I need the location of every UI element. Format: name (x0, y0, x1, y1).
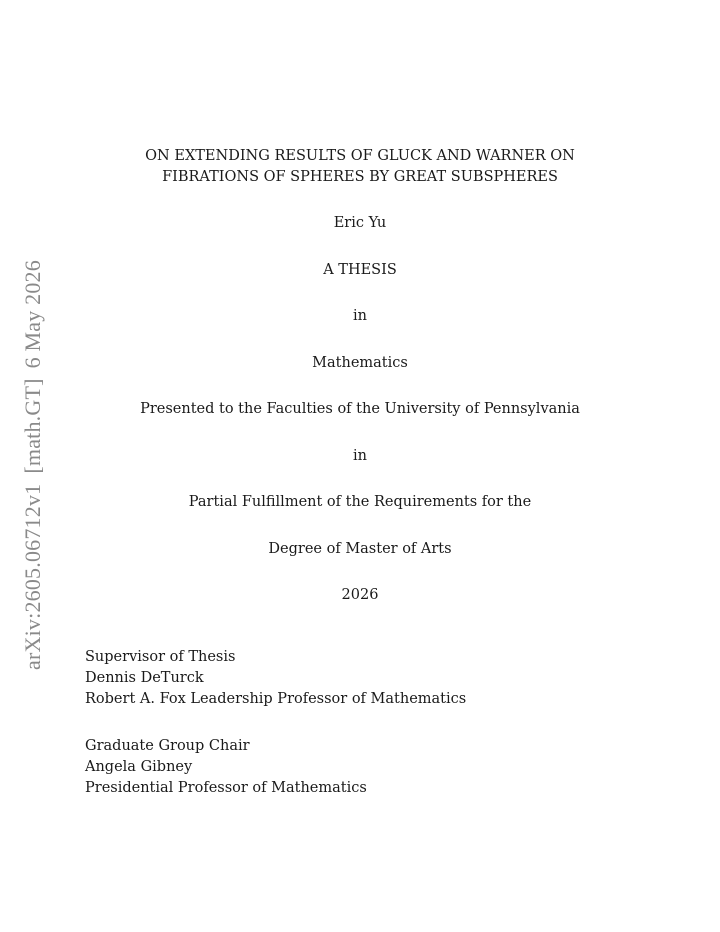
arxiv-id: arXiv:2605.06712v1 (20, 483, 45, 670)
chair-name: Angela Gibney (85, 759, 193, 775)
field-of-study: Mathematics (312, 355, 408, 371)
author-name: Eric Yu (333, 215, 387, 231)
degree-name: Degree of Master of Arts (268, 541, 452, 557)
supervisor-name: Dennis DeTurck (85, 670, 204, 686)
title-line-2: FIBRATIONS OF SPHERES BY GREAT SUBSPHERES (162, 169, 558, 185)
thesis-label: A THESIS (323, 262, 397, 278)
fulfillment-statement: Partial Fulfillment of the Requirements for the (188, 494, 532, 510)
presented-statement: Presented to the Faculties of the University of Pennsylvania (140, 401, 580, 417)
arxiv-category: [math.GT] (20, 378, 45, 474)
supervisor-role: Supervisor of Thesis (85, 649, 236, 665)
thesis-year: 2026 (341, 587, 379, 603)
title-line-1: ON EXTENDING RESULTS OF GLUCK AND WARNER ON (145, 148, 575, 164)
in-connector-1: in (353, 308, 367, 324)
arxiv-date: 6 May 2026 (20, 260, 45, 369)
supervisor-position: Robert A. Fox Leadership Professor of Mathematics (85, 691, 467, 707)
chair-role: Graduate Group Chair (85, 738, 250, 754)
chair-position: Presidential Professor of Mathematics (85, 780, 367, 796)
in-connector-2: in (353, 448, 367, 464)
